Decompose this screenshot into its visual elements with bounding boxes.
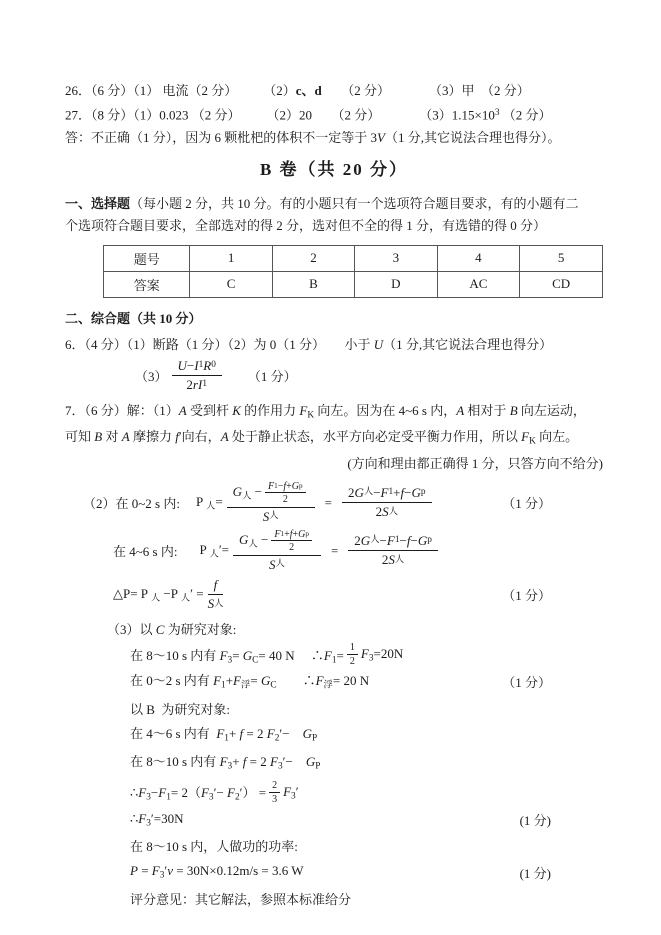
score-label: （1 分）: [247, 369, 297, 385]
delta-p-fraction: [208, 577, 224, 613]
table-cell-num-2: 2: [272, 245, 354, 271]
table-cell-ans-3: D: [355, 271, 437, 297]
q7-part3-line5: 在 8～10 s 内有 $F_3+ f = 2$ $F_3'-$ $G_P$: [130, 754, 321, 772]
numerator-terms: $G_人$ −: [232, 483, 263, 502]
line6-tail: $F_3'$: [283, 783, 299, 802]
q7-p2b-fraction-1: [233, 529, 321, 573]
fraction-denominator: 2 r I 1: [186, 377, 207, 393]
fraction-denominator: 2 S 人: [375, 504, 398, 520]
comprehensive-section-heading: 二、综合题（共 10 分）: [65, 310, 202, 326]
line6-lead: $\therefore F_3-F_1= 2(F_3'- F_2')$ =: [130, 785, 267, 804]
score-label: (1 分): [519, 865, 551, 881]
nested-denominator: 2: [289, 542, 295, 554]
section-b-title: B 卷（共 20 分）: [259, 159, 409, 179]
table-header-label: 题号: [104, 245, 190, 271]
fraction-numerator: 2: [269, 780, 280, 793]
line7-text: $\therefore F_3'=30N$: [130, 810, 184, 829]
q7-part3-line6: [130, 779, 603, 807]
numerator-terms: $G_人$ −: [239, 531, 269, 550]
score-label: (1 分): [519, 813, 551, 829]
answer-table: [103, 245, 603, 298]
answer-line-q6: 6．（4 分）（1）断路（1 分）（2）为 0（1 分） 小于 U（1 分,其它说法合理也得分）: [65, 336, 553, 352]
fraction-numerator: 2 G 人 − F 1 + f − G p: [342, 485, 432, 503]
fraction-denominator: S 人: [269, 556, 285, 572]
equals-sign: =: [324, 494, 332, 510]
q7-p2-fraction-1: [227, 481, 315, 525]
table-cell-ans-5: CD: [520, 271, 603, 297]
table-row-question-numbers: [104, 245, 603, 271]
q7-p2-fraction-2: [342, 485, 432, 521]
fraction-denominator: 3: [272, 793, 278, 805]
fraction-numerator: f: [208, 577, 224, 595]
q7-p2-lhs: P $_人$=: [195, 494, 223, 512]
q6-formula-label: （3）: [135, 369, 168, 385]
nested-fraction: [265, 481, 306, 506]
score-label: （1 分）: [502, 675, 551, 691]
q7-p2b-label: 在 4~6 s 内:: [113, 544, 178, 560]
fraction-denominator: 2: [349, 655, 355, 667]
line2-text: 在 0～2 s 内有 $F_1+F_浮= G_C$ $\therefore F_浮= 20$ N: [130, 672, 370, 691]
q7-p2b-fraction-2: [348, 533, 438, 569]
table-answer-label: 答案: [104, 271, 190, 297]
q7-pressure-formula-row-2: [113, 527, 603, 575]
q7-part3-line2: [65, 669, 603, 698]
fraction-denominator: S 人: [262, 508, 279, 524]
nested-fraction: [271, 529, 312, 554]
line1-lead: 在 8～10 s 内有 $F_3= G_C= 40$ N $\therefore F_1=$: [130, 647, 344, 666]
table-cell-num-1: 1: [190, 245, 272, 271]
fraction-numerator: 2 G 人 − F 1 − f − G p: [348, 533, 438, 551]
table-cell-num-4: 4: [437, 245, 520, 271]
score-label: （1 分）: [502, 588, 551, 604]
q7-part3-heading: （3）以 C 为研究对象:: [107, 621, 237, 637]
fraction-denominator: S 人: [207, 596, 224, 612]
q7-delta-p-row: [113, 575, 603, 615]
table-cell-ans-1: C: [190, 271, 272, 297]
q7-part3-line9: [65, 859, 603, 888]
choice-section-heading-line2: 个选项符合题目要求，全部选对的得 2 分，选对但不全的得 1 分，有选错的得 0 分）: [65, 217, 547, 233]
score-label: （1 分）: [502, 496, 551, 512]
one-half-fraction: [347, 642, 358, 667]
q7-part3-line8: 在 8～10 s 内，人做功的功率:: [130, 839, 298, 855]
fraction-numerator: [227, 481, 315, 508]
answer-line-q26: 26．（6 分）（1） 电流（2 分） （2）c、d （2 分） （3）甲 （2 分）: [65, 83, 530, 98]
equals-sign: =: [330, 542, 339, 558]
grading-remark: 评分意见：其它解法，参照本标准给分: [130, 891, 352, 907]
fraction-numerator: 1: [347, 642, 358, 655]
nested-numerator: F 1 − f + G p: [265, 481, 306, 494]
answer-note-q27: 答：不正确（1 分），因为 6 颗枇杷的体积不一定等于 3V（1 分,其它说法合理也得分）。: [65, 129, 561, 145]
nested-denominator: 2: [282, 494, 288, 506]
delta-p-lhs: △P= P $_人$ −P $_人$′ =: [113, 586, 204, 604]
q7-solution-line2: 可知 B 对 A 摩擦力 f′向右，A 处于静止状态，水平方向必定受平衡力作用，所以 $F_K$ 向左。: [65, 429, 579, 447]
answer-line-q27: 27．（8 分）（1）0.023 （2 分） （2）20 （2 分） $(3)1.15\times 10^3$ （2 分）: [65, 107, 552, 123]
q7-grading-note: (方向和理由都正确得 1 分，只答方向不给分): [347, 455, 603, 471]
line1-tail: $F_3=20N$: [360, 646, 404, 664]
fraction-numerator: [233, 529, 321, 556]
q7-part3-line4: 在 4～6 s 内有 $F_1+ f = 2$ $F_2'-$ $G_P$: [130, 725, 318, 744]
q7-pressure-formula-row-1: [83, 479, 603, 527]
two-thirds-fraction: [269, 780, 280, 805]
q7-p2b-lhs: P $_人$′=: [199, 542, 230, 560]
q7-part3-line1: [130, 641, 603, 669]
choice-section-heading-line1: 一、选择题（每小题 2 分，共 10 分。有的小题只有一个选项符合题目要求，有的小题有二: [65, 195, 579, 211]
table-cell-ans-4: AC: [437, 271, 520, 297]
q7-solution-line1: 7．（6 分）解：（1）A 受到杆 K 的作用力 $F_K$ 向左。因为在 4~6 s 内，A 相对于 B 向左运动，: [65, 402, 586, 421]
table-cell-num-5: 5: [520, 245, 603, 271]
q7-part3-line7: [65, 807, 603, 836]
line9-text: $P = F_3'v = 30N\times 0.12m/s = 3.6$ W: [130, 863, 304, 881]
q6-fraction: [172, 358, 222, 394]
fraction-numerator: U − I 1 R 0: [172, 358, 222, 376]
fraction-denominator: 2 S 人: [381, 552, 405, 568]
q7-p2-label: （2）在 0~2 s 内:: [83, 496, 180, 512]
q6-formula-row: [135, 356, 603, 396]
table-cell-num-3: 3: [355, 245, 437, 271]
q7-part3-line3: 以 B 为研究对象:: [130, 701, 231, 717]
nested-numerator: F 1 + f + G p: [271, 529, 312, 542]
table-cell-ans-2: B: [272, 271, 354, 297]
table-row-answers: [104, 271, 603, 297]
